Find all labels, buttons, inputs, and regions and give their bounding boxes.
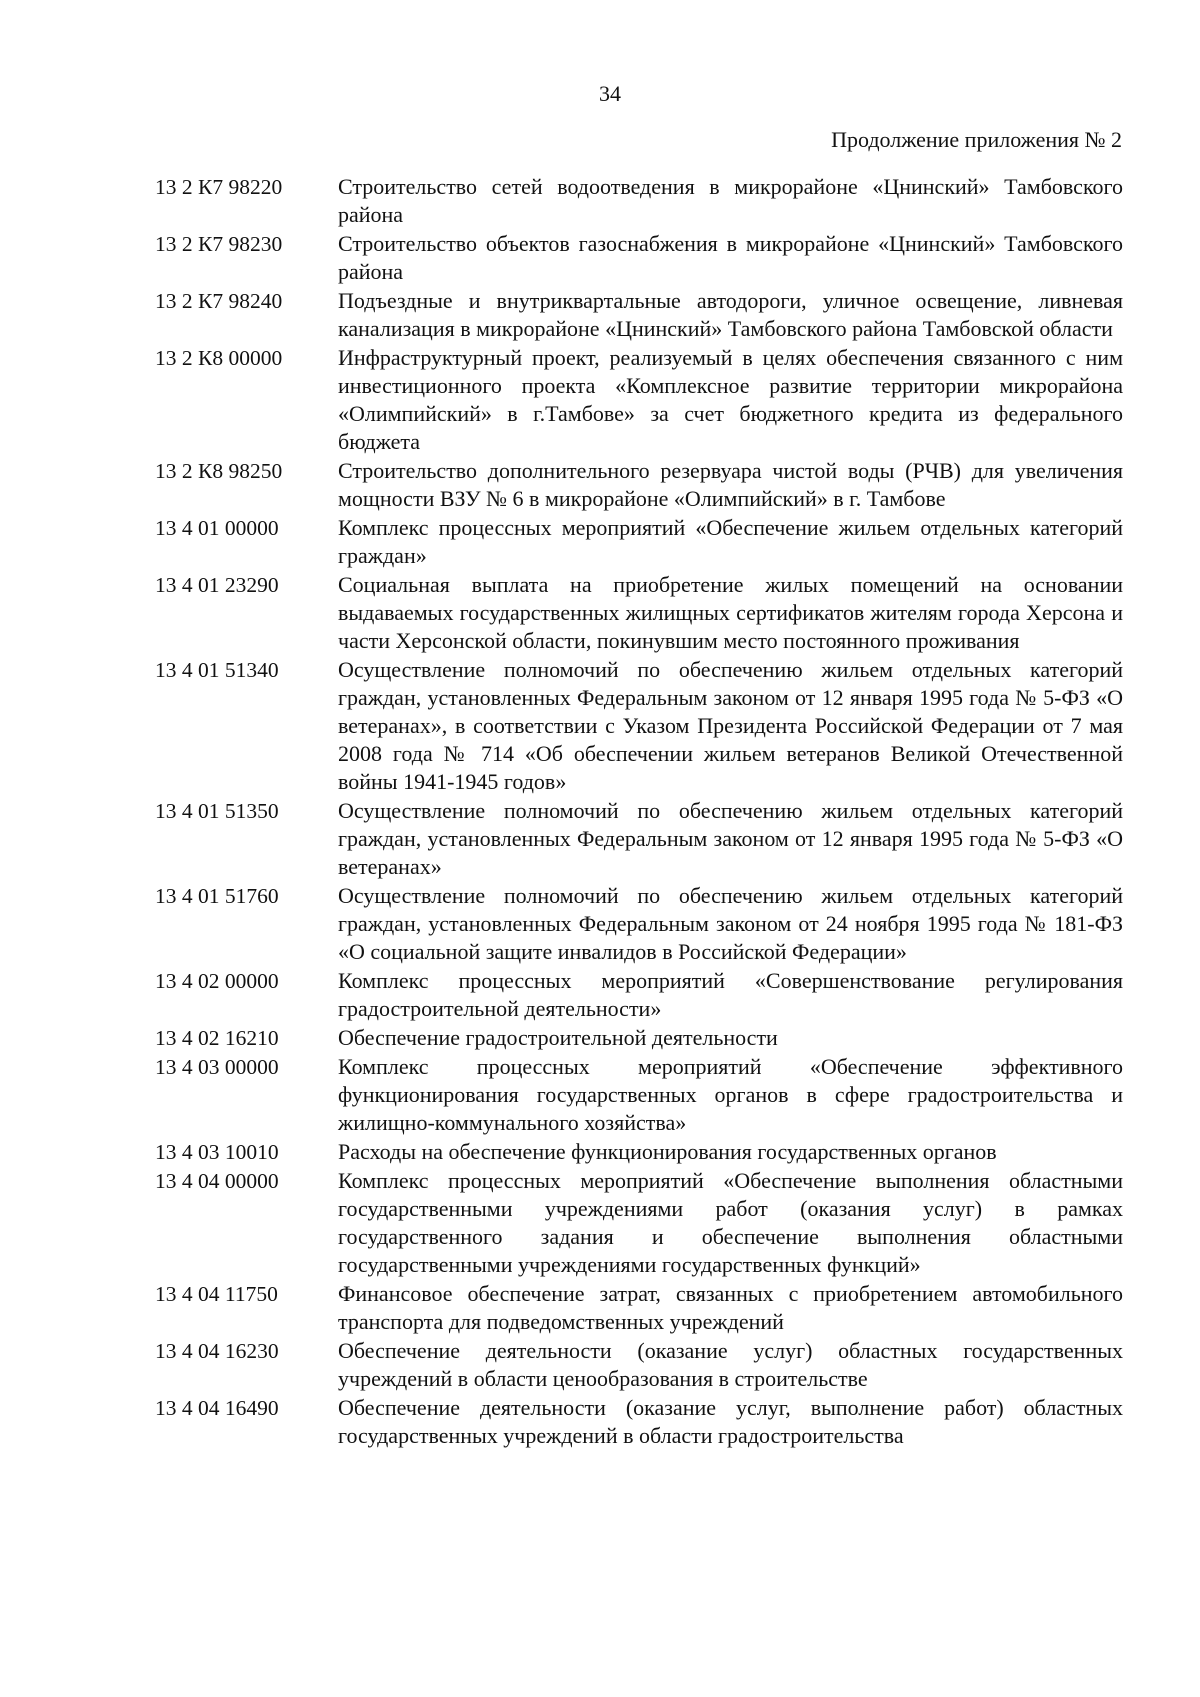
row-code: 13 4 02 00000 <box>155 969 279 993</box>
row-code: 13 4 01 00000 <box>155 516 279 540</box>
table-row <box>155 967 1123 1023</box>
continuation-heading: Продолжение приложения № 2 <box>831 127 1122 152</box>
row-code: 13 4 01 51340 <box>155 658 279 682</box>
table-row <box>155 1280 1123 1336</box>
row-code: 13 4 04 11750 <box>155 1282 278 1306</box>
row-description: Подъездные и внутриквартальные автодороги, уличное освещение, ливневая канализация в микрорайоне «Цнинский» Тамбовского района Тамбовской области <box>338 288 1123 341</box>
page-number: 34 <box>599 81 621 106</box>
row-code: 13 4 04 00000 <box>155 1169 279 1193</box>
row-code: 13 4 04 16490 <box>155 1396 279 1420</box>
row-description: Осуществление полномочий по обеспечению жильем отдельных категорий граждан, установленных Федеральным законом от 12 января 1995 года № 5-ФЗ «О ветеранах», в соответствии с Указом Президента Российской Федерации от 7 мая 2008 года № 714 «Об обеспечении жильем ветеранов Великой Отечественной войны 1941-1945 годов» <box>338 657 1123 794</box>
row-code: 13 2 К8 98250 <box>155 459 283 483</box>
row-description: Социальная выплата на приобретение жилых помещений на основании выдаваемых государственных жилищных сертификатов жителям города Херсона и части Херсонской области, покинувшим место постоянного проживания <box>338 572 1123 653</box>
row-code: 13 4 02 16210 <box>155 1026 279 1050</box>
table-row <box>155 797 1123 881</box>
row-description: Инфраструктурный проект, реализуемый в целях обеспечения связанного с ним инвестиционного проекта «Комплексное развитие территории микрорайона «Олимпийский» в г.Тамбове» за счет бюджетного кредита из федерального бюджета <box>338 345 1123 454</box>
row-code: 13 4 01 51350 <box>155 799 279 823</box>
row-description: Строительство объектов газоснабжения в микрорайоне «Цнинский» Тамбовского района <box>338 231 1123 284</box>
row-description: Осуществление полномочий по обеспечению жильем отдельных категорий граждан, установленных Федеральным законом от 24 ноября 1995 года № 181-ФЗ «О социальной защите инвалидов в Российской Федерации» <box>338 883 1123 964</box>
row-description: Обеспечение градостроительной деятельности <box>338 1025 778 1050</box>
table-row <box>155 1138 1123 1166</box>
row-code: 13 4 01 51760 <box>155 884 279 908</box>
row-code: 13 2 К7 98230 <box>155 232 283 256</box>
row-description: Комплекс процессных мероприятий «Совершенствование регулирования градостроительной деятельности» <box>338 968 1123 1021</box>
row-code: 13 4 03 10010 <box>155 1140 279 1164</box>
table-row <box>155 656 1123 796</box>
table-row <box>155 173 1123 229</box>
table-row <box>155 457 1123 513</box>
table-row <box>155 882 1123 966</box>
table-row <box>155 1024 1123 1052</box>
row-code: 13 2 К7 98220 <box>155 175 283 199</box>
table-row <box>155 1167 1123 1279</box>
row-code: 13 4 03 00000 <box>155 1055 279 1079</box>
table-row <box>155 230 1123 286</box>
row-description: Комплекс процессных мероприятий «Обеспечение эффективного функционирования государственных органов в сфере градостроительства и жилищно-коммунального хозяйства» <box>338 1054 1123 1135</box>
table-row <box>155 287 1123 343</box>
row-description: Обеспечение деятельности (оказание услуг, выполнение работ) областных государственных учреждений в области градостроительства <box>338 1395 1123 1448</box>
row-description: Расходы на обеспечение функционирования государственных органов <box>338 1139 997 1164</box>
row-code: 13 4 01 23290 <box>155 573 279 597</box>
row-description: Обеспечение деятельности (оказание услуг) областных государственных учреждений в области ценообразования в строительстве <box>338 1338 1123 1391</box>
row-code: 13 4 04 16230 <box>155 1339 279 1363</box>
table-row <box>155 571 1123 655</box>
row-description: Комплекс процессных мероприятий «Обеспечение жильем отдельных категорий граждан» <box>338 515 1123 568</box>
table-row <box>155 1053 1123 1137</box>
row-description: Строительство дополнительного резервуара чистой воды (РЧВ) для увеличения мощности ВЗУ № 6 в микрорайоне «Олимпийский» в г. Тамбове <box>338 458 1123 511</box>
row-code: 13 2 К7 98240 <box>155 289 283 313</box>
row-description: Осуществление полномочий по обеспечению жильем отдельных категорий граждан, установленных Федеральным законом от 12 января 1995 года № 5-ФЗ «О ветеранах» <box>338 798 1123 879</box>
row-description: Строительство сетей водоотведения в микрорайоне «Цнинский» Тамбовского района <box>338 174 1123 227</box>
row-code: 13 2 К8 00000 <box>155 346 283 370</box>
table-row <box>155 1394 1123 1450</box>
classification-table <box>155 173 1123 1451</box>
row-description: Финансовое обеспечение затрат, связанных с приобретением автомобильного транспорта для подведомственных учреждений <box>338 1281 1123 1334</box>
table-row <box>155 1337 1123 1393</box>
row-description: Комплекс процессных мероприятий «Обеспечение выполнения областными государственными учреждениями работ (оказания услуг) в рамках государственного задания и обеспечение выполнения областными государственными учреждениями государственных функций» <box>338 1168 1123 1277</box>
table-row <box>155 344 1123 456</box>
table-row <box>155 514 1123 570</box>
